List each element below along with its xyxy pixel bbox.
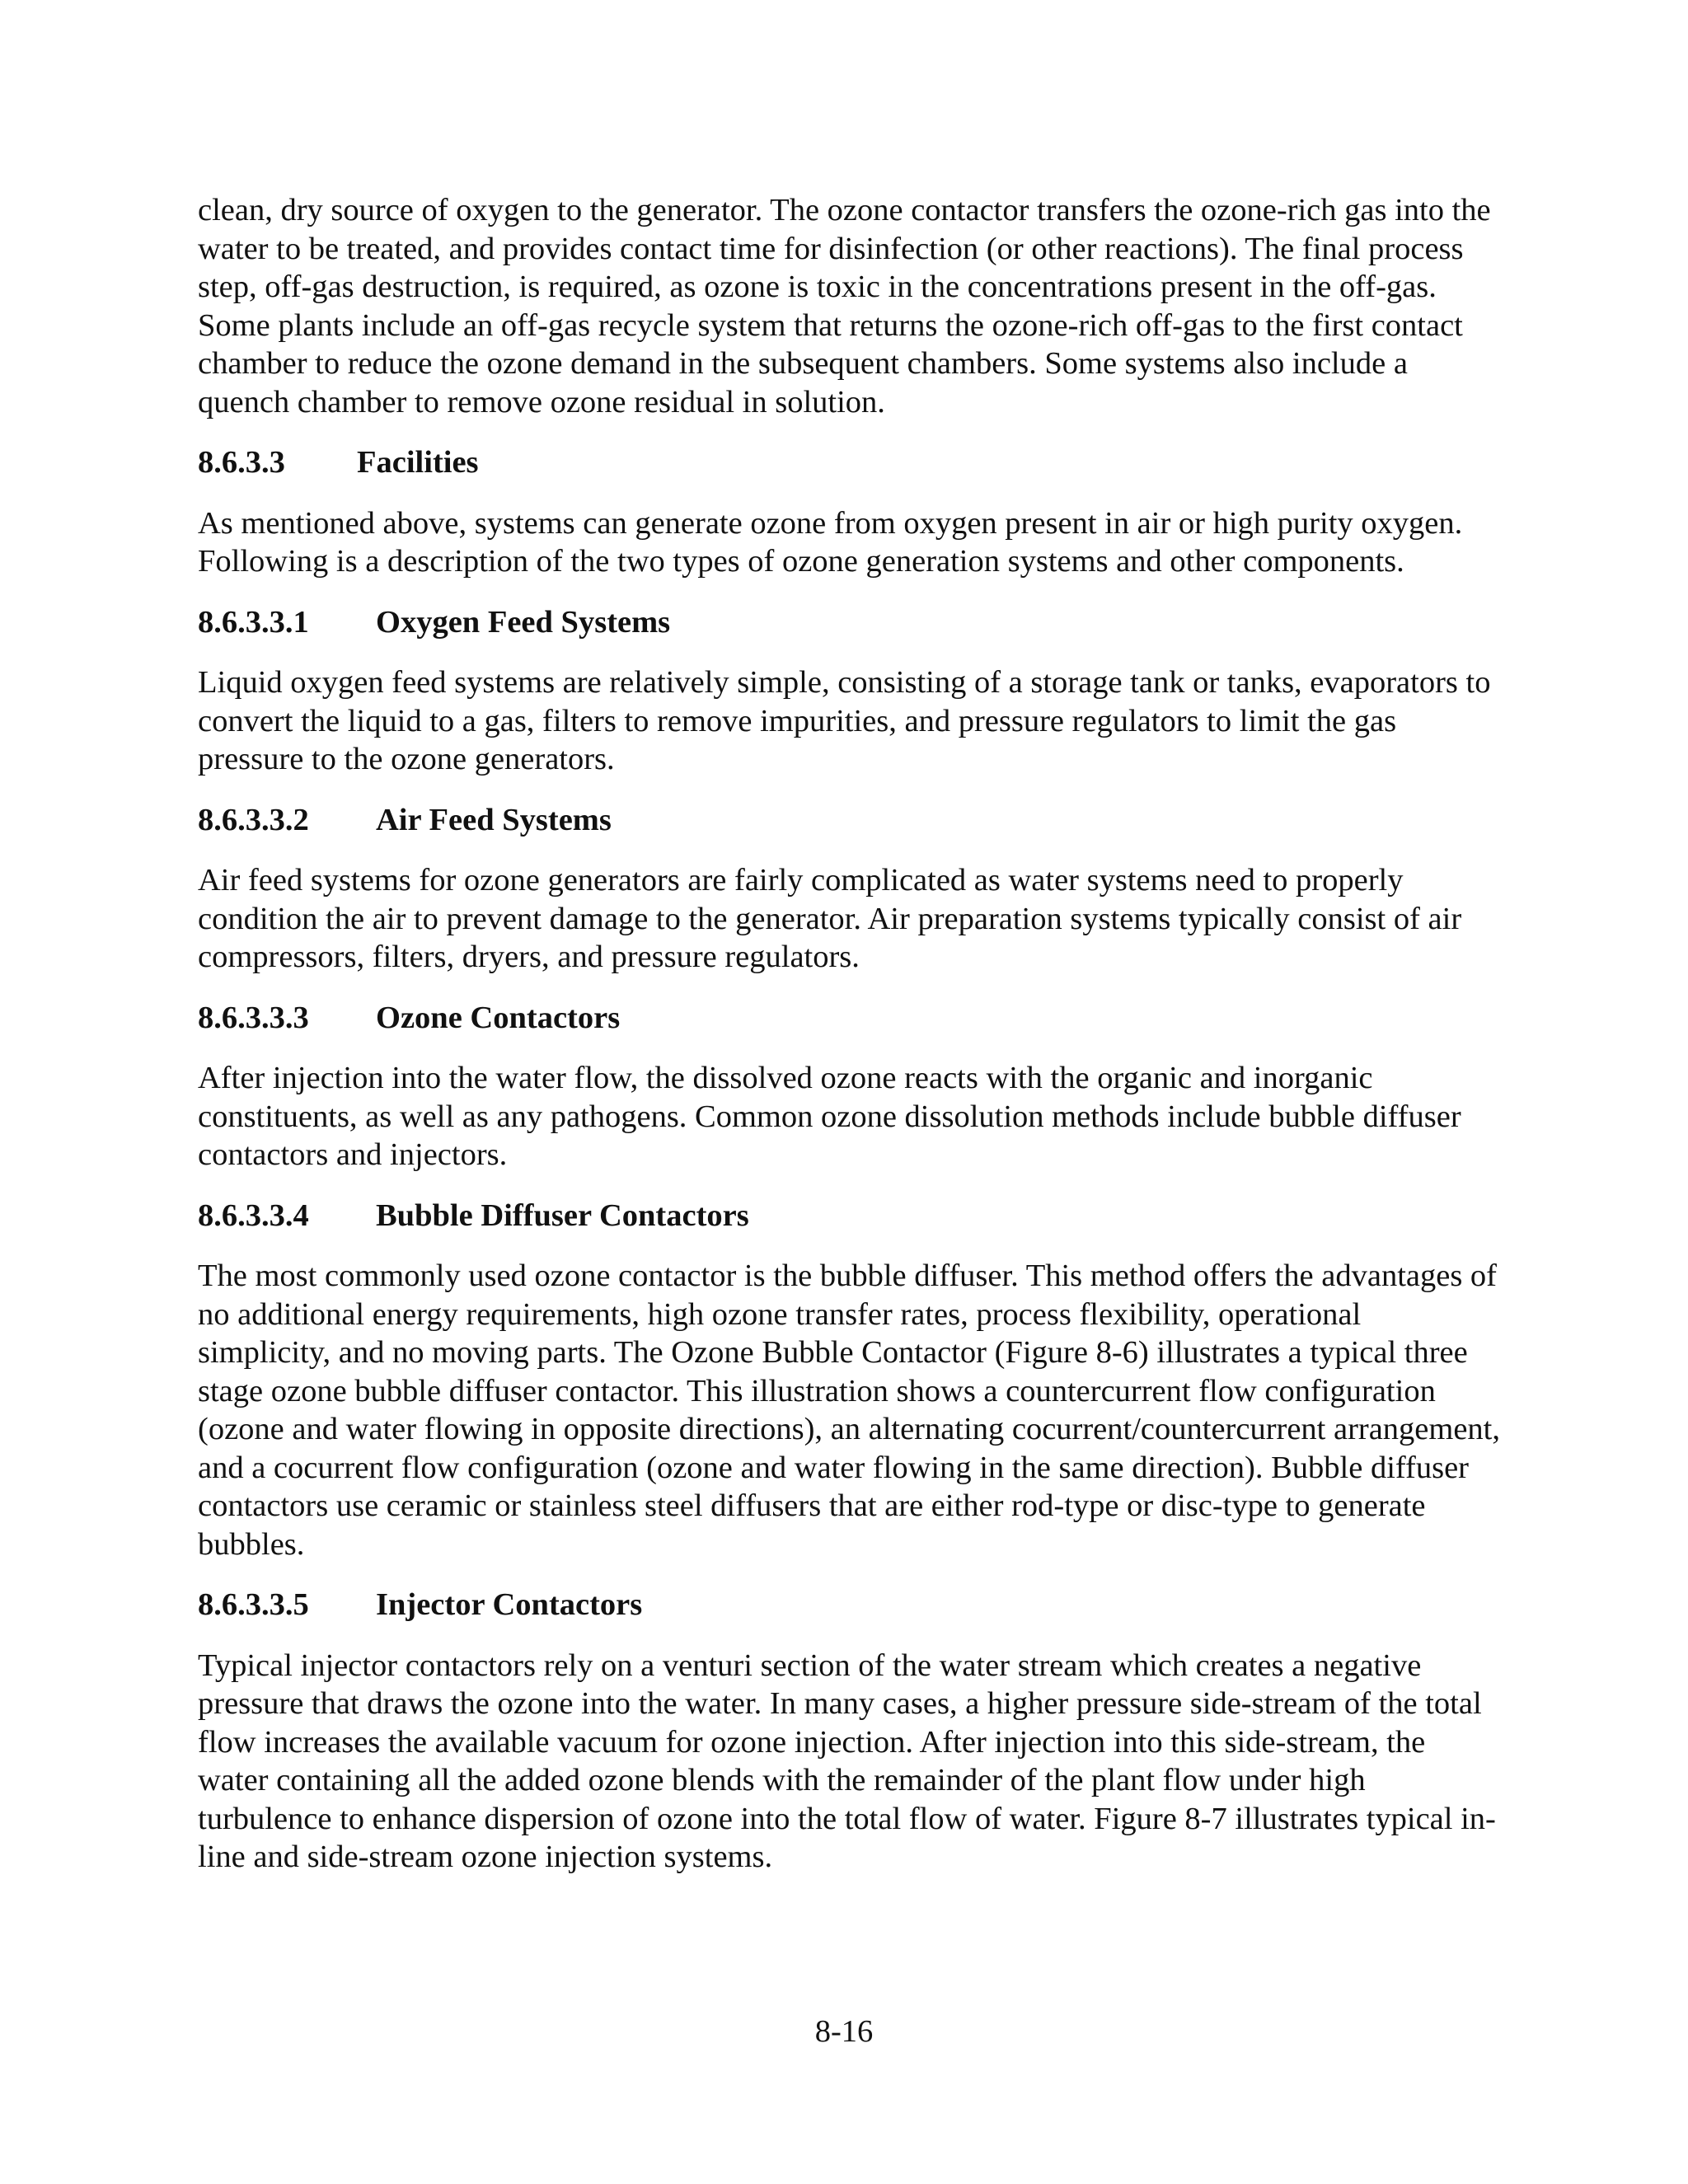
ozone-contactors-paragraph: After injection into the water flow, the dissolved ozone reacts with the organic and inorganic constituents, as well as any pathogens. Common ozone dissolution methods include bubble diffuser contactors and injectors.: [198, 1061, 1461, 1172]
section-title: Injector Contactors: [376, 1587, 643, 1622]
section-heading-ozone-contactors: [198, 999, 1500, 1038]
page-number: 8-16: [814, 2014, 874, 2049]
section-number: 8.6.3.3.2: [198, 802, 309, 837]
section-number: 8.6.3.3.4: [198, 1197, 309, 1233]
facilities-paragraph: As mentioned above, systems can generate ozone from oxygen present in air or high purity oxygen. Following is a description of the two types of ozone generation systems and other components.: [198, 505, 1463, 579]
injector-contactors-paragraph: Typical injector contactors rely on a venturi section of the water stream which creates a negative pressure that draws the ozone into the water. In many cases, a higher pressure side-stream of the total flow increases the available vacuum for ozone injection. After injection into this side-stream, the water containing all the added ozone blends with the remainder of the plant flow under high turbulence to enhance dispersion of ozone into the total flow of water. Figure 8-7 illustrates typical in-line and side-stream ozone injection systems.: [198, 1647, 1496, 1874]
section-heading-oxygen-feed-systems: [198, 603, 1500, 642]
section-title: Oxygen Feed Systems: [376, 604, 671, 640]
section-heading-air-feed-systems: [198, 801, 1500, 840]
intro-paragraph: clean, dry source of oxygen to the generator. The ozone contactor transfers the ozone-rich gas into the water to be treated, and provides contact time for disinfection (or other reactions). The final process step, off-gas destruction, is required, as ozone is toxic in the concentrations present in the off-gas. Some plants include an off-gas recycle system that returns the ozone-rich off-gas to the first contact chamber to reduce the ozone demand in the subsequent chambers. Some systems also include a quench chamber to remove ozone residual in solution.: [198, 193, 1491, 419]
section-heading-bubble-diffuser-contactors: [198, 1197, 1500, 1235]
section-title: Ozone Contactors: [376, 1000, 621, 1035]
bubble-diffuser-paragraph: The most commonly used ozone contactor is the bubble diffuser. This method offers the advantages of no additional energy requirements, high ozone transfer rates, process flexibility, operational simplicity, and no moving parts. The Ozone Bubble Contactor (Figure 8-6) illustrates a typical three stage ozone bubble diffuser contactor. This illustration shows a countercurrent flow configuration (ozone and water flowing in opposite directions), an alternating cocurrent/countercurrent arrangement, and a cocurrent flow configuration (ozone and water flowing in the same direction). Bubble diffuser contactors use ceramic or stainless steel diffusers that are either rod-type or disc-type to generate bubbles.: [198, 1258, 1501, 1562]
section-number: 8.6.3.3.5: [198, 1587, 309, 1622]
section-title: Bubble Diffuser Contactors: [376, 1197, 749, 1233]
section-title: Facilities: [357, 445, 479, 480]
oxygen-feed-paragraph: Liquid oxygen feed systems are relatively simple, consisting of a storage tank or tanks, evaporators to convert the liquid to a gas, filters to remove impurities, and pressure regulators to limit the gas pressure to the ozone generators.: [198, 665, 1491, 776]
section-title: Air Feed Systems: [376, 802, 612, 837]
section-number: 8.6.3.3.3: [198, 1000, 309, 1035]
section-heading-facilities: [198, 443, 1500, 482]
page-body: [198, 191, 1500, 1899]
section-heading-injector-contactors: [198, 1586, 1500, 1624]
air-feed-paragraph: Air feed systems for ozone generators are fairly complicated as water systems need to properly condition the air to prevent damage to the generator. Air preparation systems typically consist of air compressors, filters, dryers, and pressure regulators.: [198, 863, 1462, 974]
section-number: 8.6.3.3: [198, 445, 285, 480]
section-number: 8.6.3.3.1: [198, 604, 309, 640]
